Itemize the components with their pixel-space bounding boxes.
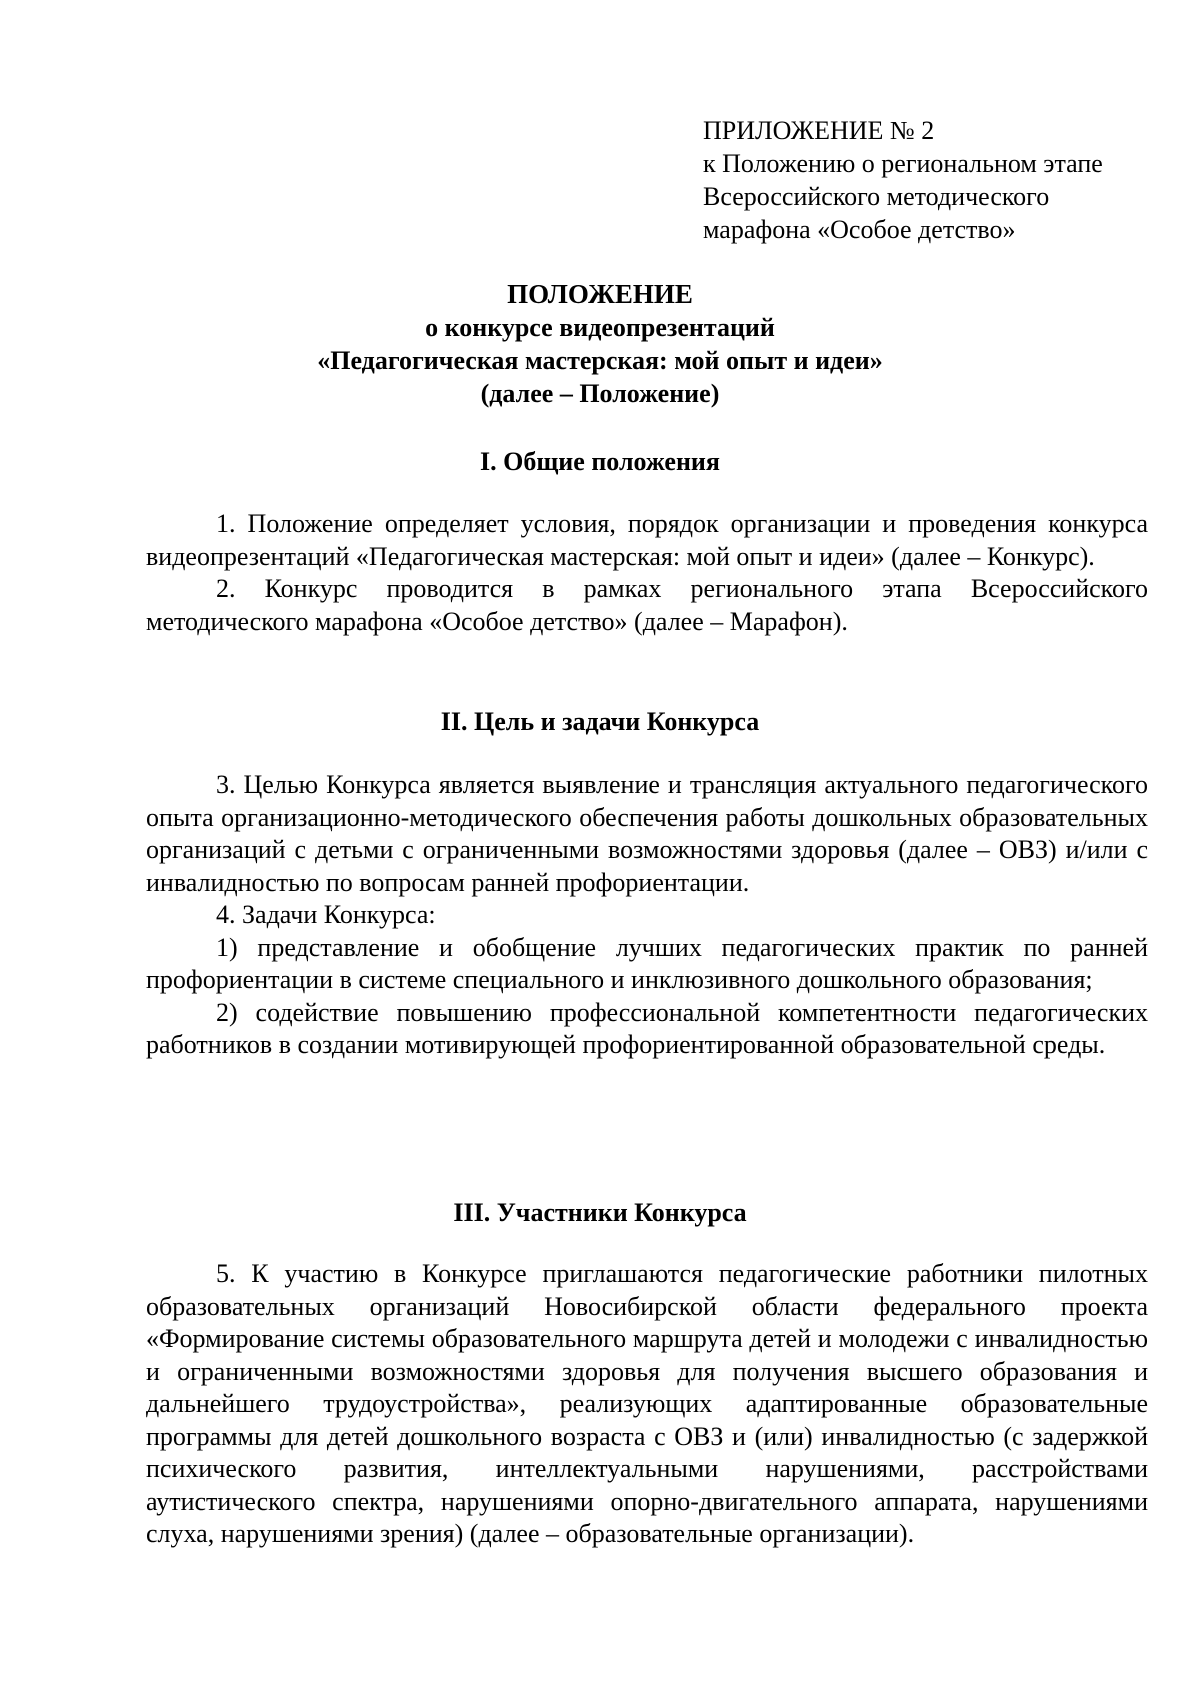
title-line-2: о конкурсе видеопрезентаций — [425, 313, 775, 342]
document-title — [0, 278, 1200, 410]
paragraph-3: 3. Целью Конкурса является выявление и трансляция актуального педагогического опыта организационно-методического обеспечения работы дошкольных образовательных организаций с детьми с ограниченными возможностями здоровья (далее – ОВЗ) и/или с инвалидностью по вопросам ранней профориентации. — [146, 770, 1148, 897]
paragraph-4-item-2: 2) содействие повышению профессиональной компетентности педагогических работников в создании мотивирующей профориентированной образовательной среды. — [146, 997, 1148, 1059]
paragraph-4-item-1: 1) представление и обобщение лучших педагогических практик по ранней профориентации в системе специального и инклюзивного дошкольного образования; — [146, 932, 1148, 994]
title-line-3: «Педагогическая мастерская: мой опыт и идеи» — [317, 346, 883, 375]
paragraph-1: 1. Положение определяет условия, порядок организации и проведения конкурса видеопрезентаций «Педагогическая мастерская: мой опыт и идеи» (далее – Конкурс). — [146, 509, 1148, 571]
section-heading-goals: II. Цель и задачи Конкурса — [440, 707, 760, 736]
section-body-general — [146, 508, 1148, 638]
title-line-4: (далее – Положение) — [480, 379, 720, 408]
section-heading-participants: III. Участники Конкурса — [453, 1198, 747, 1227]
appendix-header — [703, 114, 1173, 246]
appendix-reference-line-2: Всероссийского методического — [703, 182, 1050, 211]
appendix-reference-line-1: к Положению о региональном этапе — [703, 149, 1103, 178]
paragraph-5: 5. К участию в Конкурсе приглашаются педагогические работники пилотных образовательных организаций Новосибирской области федерального проекта «Формирование системы образовательного маршрута детей и молодежи с инвалидностью и ограниченными возможностями здоровья для получения высшего образования и дальнейшего трудоустройства», реализующих адаптированные образовательные программы для детей дошкольного возраста с ОВЗ и (или) инвалидностью (с задержкой психического развития, интеллектуальными нарушениями, расстройствами аутистического спектра, нарушениями опорно-двигательного аппарата, нарушениями слуха, нарушениями зрения) (далее – образовательные организации). — [146, 1259, 1148, 1548]
section-heading-general: I. Общие положения — [480, 447, 720, 476]
title-main: ПОЛОЖЕНИЕ — [507, 279, 693, 309]
section-body-participants — [146, 1258, 1148, 1551]
section-body-goals — [146, 769, 1148, 1062]
paragraph-4: 4. Задачи Конкурса: — [216, 900, 436, 929]
paragraph-2: 2. Конкурс проводится в рамках регионального этапа Всероссийского методического марафона «Особое детство» (далее – Марафон). — [146, 574, 1148, 636]
appendix-number: ПРИЛОЖЕНИЕ № 2 — [703, 116, 935, 145]
appendix-reference-line-3: марафона «Особое детство» — [703, 215, 1016, 244]
